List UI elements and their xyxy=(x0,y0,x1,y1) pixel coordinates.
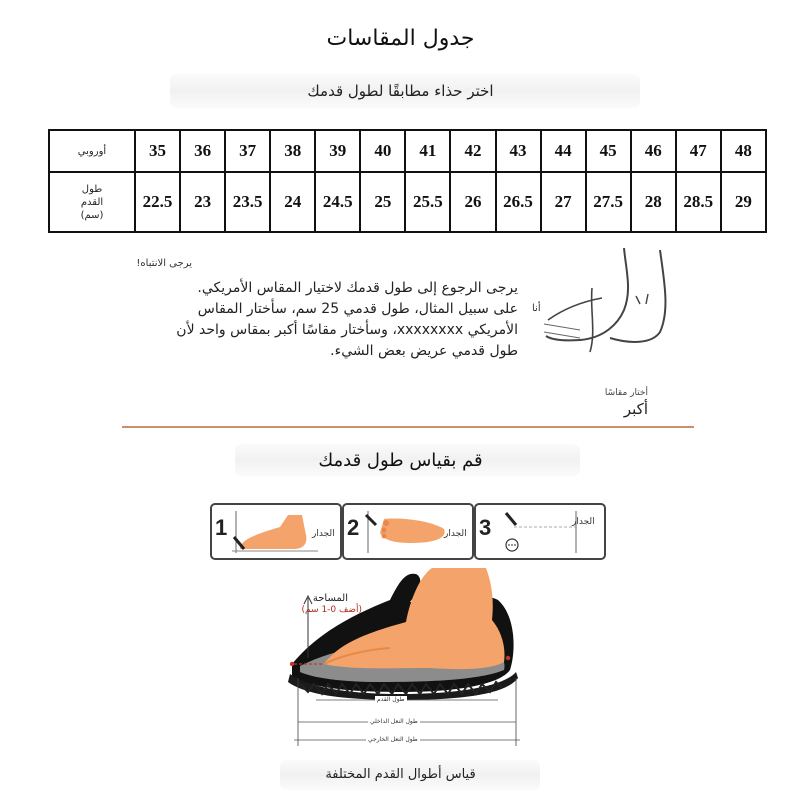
eu-size-cell: 37 xyxy=(225,130,270,172)
foot-length-label-line: (سم) xyxy=(80,209,104,221)
bigger-label: أكبر xyxy=(623,400,648,418)
eu-size-cell: 36 xyxy=(180,130,225,172)
wall-label: الجدار xyxy=(444,529,467,539)
note-line: الأمريكي xxxxxxxx، وسأختار مقاسًا أكبر بمقاس واحد لأن xyxy=(176,322,518,338)
eu-row-label: أوروبي xyxy=(49,130,135,172)
step-number: 1 xyxy=(215,515,228,540)
step-number: 2 xyxy=(347,515,360,540)
step-2-box xyxy=(342,503,474,560)
note-text xyxy=(118,278,518,362)
eu-size-cell: 40 xyxy=(360,130,405,172)
eu-size-cell: 44 xyxy=(541,130,586,172)
outsole-length-label: طول النعل الخارجي xyxy=(368,736,418,743)
foot-length-cell: 23 xyxy=(180,172,225,232)
wall-label: الجدار xyxy=(572,517,595,527)
eu-size-cell: 45 xyxy=(586,130,631,172)
measure-title: قم بقياس طول قدمك xyxy=(318,450,483,471)
foot-length-cell: 24 xyxy=(270,172,315,232)
eu-size-cell: 41 xyxy=(405,130,450,172)
foot-length-cell: 28.5 xyxy=(676,172,721,232)
foot-length-cell: 27 xyxy=(541,172,586,232)
foot-length-cell: 26 xyxy=(450,172,495,232)
size-table xyxy=(48,129,767,233)
title: جدول المقاسات xyxy=(326,26,475,51)
step-1-box xyxy=(210,503,342,560)
foot-length-label-line: طول xyxy=(81,183,103,195)
eu-size-cell: 35 xyxy=(135,130,180,172)
foot-length-cell: 29 xyxy=(721,172,766,232)
foot-length-cell: 25.5 xyxy=(405,172,450,232)
insole-length-label: طول النعل الداخلي xyxy=(370,718,418,725)
eu-size-cell: 38 xyxy=(270,130,315,172)
wall-label: الجدار xyxy=(312,529,335,539)
choose-size-label: أختار مقاسًا xyxy=(604,388,648,398)
foot-sketch-illustration xyxy=(540,240,680,360)
note-line: على سبيل المثال، طول قدمي 25 سم، سأختار المقاس xyxy=(197,301,518,317)
foot-length-cell: 28 xyxy=(631,172,676,232)
eu-size-cell: 42 xyxy=(450,130,495,172)
foot-top-icon xyxy=(362,509,452,555)
section-divider xyxy=(122,426,694,428)
foot-length-cell: 22.5 xyxy=(135,172,180,232)
caption: قياس أطوال القدم المختلفة xyxy=(325,767,476,782)
eu-size-cell: 39 xyxy=(315,130,360,172)
note-heading: يرجى الانتباه! xyxy=(136,258,192,269)
note-line: طول قدمي عريض بعض الشيء. xyxy=(330,343,518,359)
note-line: يرجى الرجوع إلى طول قدمك لاختيار المقاس الأمريكي. xyxy=(197,280,518,296)
measuring-icon xyxy=(494,509,584,555)
add-allowance-label: (أضف 0-1 سم) xyxy=(301,605,362,615)
shoe-foot-diagram xyxy=(280,560,530,760)
foot-length-cell: 25 xyxy=(360,172,405,232)
foot-side-icon xyxy=(230,509,320,555)
step-3-box xyxy=(474,503,606,560)
eu-size-cell: 46 xyxy=(631,130,676,172)
foot-length-cell: 23.5 xyxy=(225,172,270,232)
foot-length-row xyxy=(49,172,766,232)
foot-length-cell: 24.5 xyxy=(315,172,360,232)
foot-length-label-line: القدم xyxy=(80,196,104,208)
eu-size-cell: 43 xyxy=(496,130,541,172)
me-label: أنا xyxy=(532,303,541,314)
step-number: 3 xyxy=(479,515,492,540)
foot-length-cell: 26.5 xyxy=(496,172,541,232)
foot-length-cell: 27.5 xyxy=(586,172,631,232)
foot-length-row-label xyxy=(49,172,135,232)
eu-size-cell: 48 xyxy=(721,130,766,172)
area-label: المساحة xyxy=(312,593,348,604)
foot-length-measure-label: طول القدم xyxy=(377,696,405,703)
eu-size-row xyxy=(49,130,766,172)
eu-size-cell: 47 xyxy=(676,130,721,172)
subtitle: اختر حذاء مطابقًا لطول قدمك xyxy=(307,82,494,100)
